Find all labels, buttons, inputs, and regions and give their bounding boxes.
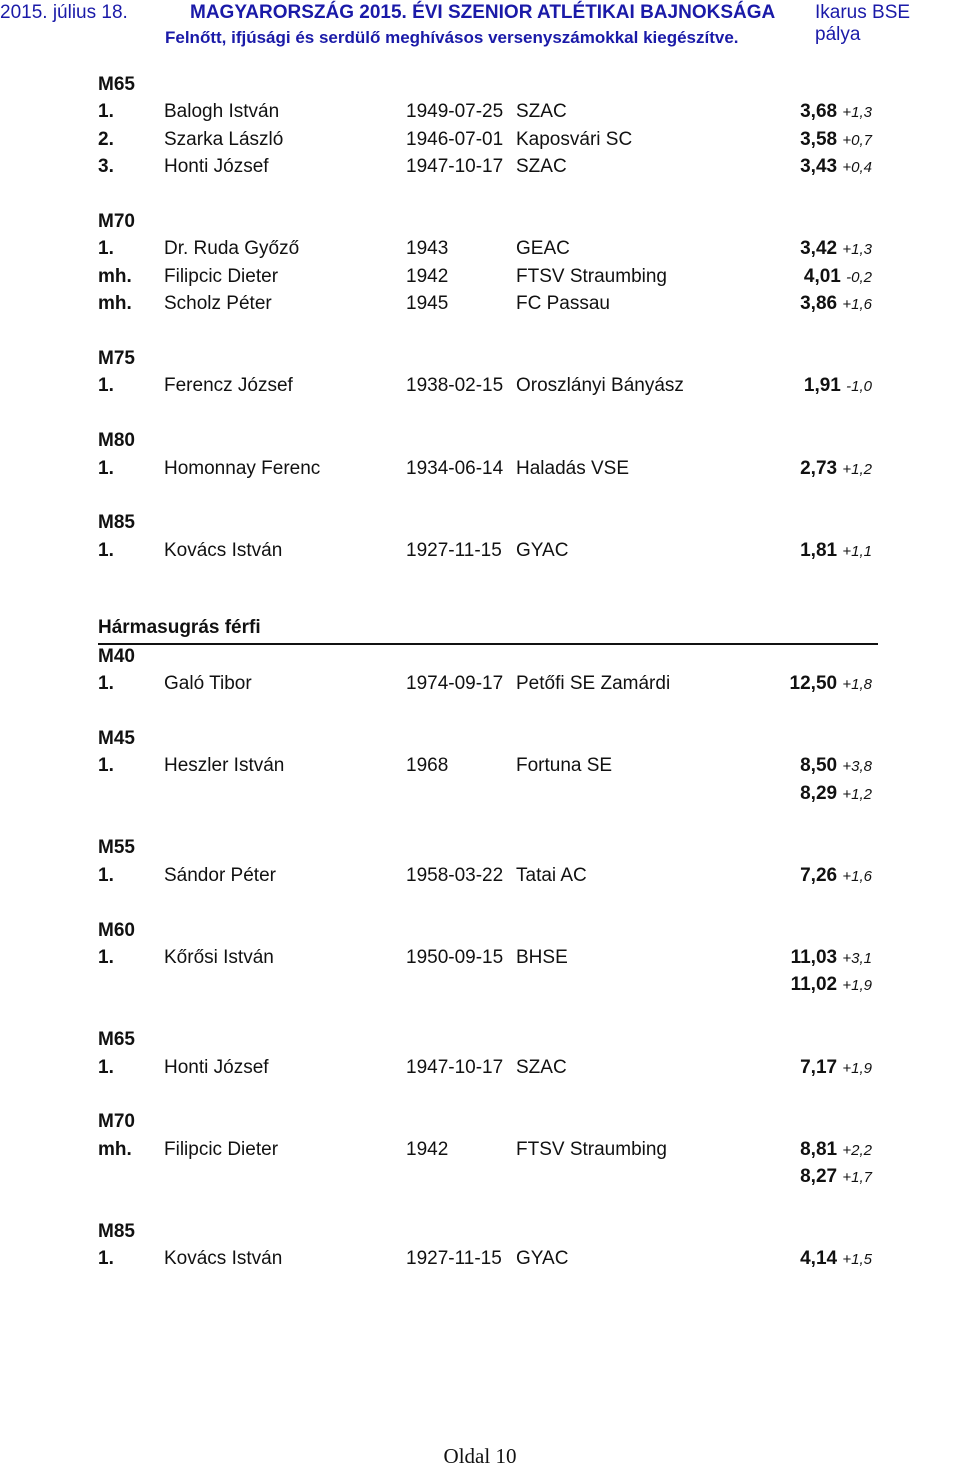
athlete-name: Filipcic Dieter [164,1138,279,1160]
category-label: M40 [98,645,135,667]
club-name: Tatai AC [516,864,587,886]
athlete-name: Heszler István [164,755,285,777]
athlete-name: Honti József [164,1056,269,1078]
athlete-name: Filipcic Dieter [164,265,279,287]
place: 1. [98,947,114,968]
club-name: SZAC [516,101,567,123]
result-row [0,155,960,181]
result-mark: 7,26 [800,864,838,886]
wind-reading: +1,2 [842,460,872,478]
place: 1. [98,238,114,260]
result-mark: 4,01 [803,265,841,287]
result [791,973,872,998]
club-name: GEAC [516,238,570,260]
place: mh. [98,265,132,287]
place: 1. [98,673,114,694]
athlete-name: Kovács István [164,1248,283,1270]
category-label: M80 [98,430,135,452]
result-mark: 8,29 [800,782,838,804]
birth-date: 1947-10-17 [406,1056,504,1078]
result [800,1138,872,1163]
result-row [0,1165,960,1191]
club-name: Petőfi SE Zamárdi [516,673,671,694]
wind-reading: -0,2 [846,268,872,286]
place: 1. [98,864,114,886]
result-mark: 8,50 [800,755,838,777]
birth-date: 1934-06-14 [406,457,504,479]
category-label: M65 [98,74,135,95]
result-mark: 7,17 [800,1056,838,1078]
result [790,672,872,697]
birth-date: 1945 [406,293,449,315]
athlete-name: Scholz Péter [164,293,272,315]
result-row [0,782,960,808]
header-date: 2015. július 18. [0,2,128,23]
result [800,100,872,125]
category-label: M65 [98,1029,135,1051]
wind-reading: +2,2 [842,1141,872,1159]
result-mark: 12,50 [789,673,838,694]
birth-date: 1950-09-15 [406,947,504,968]
result [800,1247,872,1272]
birth-date: 1949-07-25 [406,101,504,123]
athlete-name: Kőrősi István [164,947,274,968]
wind-reading: +0,7 [842,131,872,149]
wind-reading: +1,9 [842,977,872,995]
birth-date: 1943 [406,238,449,260]
birth-date: 1938-02-15 [406,375,504,397]
result-row [0,374,960,400]
header-title: MAGYARORSZÁG 2015. ÉVI SZENIOR ATLÉTIKAI BAJNOKSÁGA [190,2,776,23]
wind-reading: +1,6 [842,867,872,885]
club-name: Fortuna SE [516,755,613,777]
place: 1. [98,1056,114,1078]
birth-date: 1942 [406,265,449,287]
club-name: Oroszlányi Bányász [516,375,684,397]
wind-reading: +3,1 [842,950,872,967]
wind-reading: +1,2 [842,785,872,803]
wind-reading: +3,8 [842,758,872,776]
club-name: SZAC [516,1056,567,1078]
place: 1. [98,457,114,479]
place: 1. [98,101,114,123]
birth-date: 1958-03-22 [406,864,504,886]
birth-date: 1927-11-15 [406,539,502,561]
wind-reading: +1,3 [842,104,872,122]
result-mark: 8,27 [800,1166,838,1188]
club-name: BHSE [516,947,568,968]
place: 1. [98,755,114,777]
result [800,782,872,807]
category-label: M45 [98,727,135,749]
result-mark: 11,03 [790,947,838,968]
header-venue: Ikarus BSE pálya [815,2,911,45]
result [804,374,872,399]
athlete-name: Sándor Péter [164,864,276,886]
club-name: GYAC [516,539,569,561]
place: mh. [98,293,132,315]
club-name: GYAC [516,1248,569,1270]
page-number: Oldal 10 [443,1444,517,1468]
wind-reading: +1,8 [842,676,872,693]
wind-reading: +1,7 [842,1169,872,1187]
wind-reading: +1,9 [842,1059,872,1077]
wind-reading: +1,1 [842,542,872,560]
result-row [0,100,960,126]
result-row [0,1138,960,1164]
result [800,1165,872,1190]
category-label: M75 [98,348,135,369]
result-mark: 3,68 [800,101,838,123]
club-name: FC Passau [516,293,610,315]
club-name: SZAC [516,156,567,178]
birth-date: 1968 [406,755,449,777]
result [804,265,872,290]
result-mark: 2,73 [800,457,838,479]
result-row [0,754,960,780]
category-label: M60 [98,919,135,941]
athlete-name: Szarka László [164,128,284,150]
result-mark: 3,42 [800,238,838,260]
result-mark: 11,02 [790,974,838,996]
category-label: M70 [98,1111,135,1133]
result-row [0,973,960,999]
result [800,128,872,153]
result-row [0,128,960,154]
result [800,457,872,482]
athlete-name: Honti József [164,156,269,178]
result-mark: 1,91 [803,375,841,397]
birth-date: 1974-09-17 [406,673,504,694]
category-label: M85 [98,1221,135,1242]
place: 3. [98,156,114,178]
result-mark: 8,81 [800,1138,838,1160]
event-title: Hármasugrás férfi [98,617,878,645]
athlete-name: Dr. Ruda Győző [164,238,300,260]
club-name: FTSV Straumbing [516,265,667,287]
result-row [0,946,960,972]
category-label: M70 [98,211,135,232]
category-label: M85 [98,512,135,534]
result-mark: 4,14 [800,1248,838,1270]
athlete-name: Galó Tibor [164,673,252,694]
place: mh. [98,1138,132,1160]
birth-date: 1946-07-01 [406,128,504,150]
athlete-name: Balogh István [164,101,280,123]
result-row [0,1056,960,1082]
result-mark: 3,43 [800,156,838,178]
result [800,864,872,889]
result [800,237,872,262]
result [800,155,872,180]
place: 1. [98,539,114,561]
result-row [0,237,960,263]
result-row [0,457,960,483]
club-name: FTSV Straumbing [516,1138,667,1160]
result-mark: 3,86 [800,293,838,315]
birth-date: 1947-10-17 [406,156,504,178]
result [800,539,872,564]
result-row [0,292,960,318]
athlete-name: Kovács István [164,539,283,561]
athlete-name: Ferencz József [164,375,293,397]
athlete-name: Homonnay Ferenc [164,457,321,479]
birth-date: 1927-11-15 [406,1248,502,1270]
club-name: Haladás VSE [516,457,630,479]
result [791,946,872,971]
wind-reading: +1,6 [842,296,872,314]
wind-reading: +0,4 [842,159,872,177]
place: 2. [98,128,114,150]
result-row [0,672,960,698]
wind-reading: +1,3 [842,241,872,259]
result-row [0,539,960,565]
result-row [0,1247,960,1273]
wind-reading: +1,5 [842,1251,872,1269]
birth-date: 1942 [406,1138,449,1160]
result [800,754,872,779]
header-subtitle: Felnőtt, ifjúsági és serdülő meghívásos versenyszámokkal kiegészítve. [165,28,739,47]
club-name: Kaposvári SC [516,128,633,150]
result-row [0,265,960,291]
place: 1. [98,1248,114,1270]
result-mark: 3,58 [800,128,838,150]
result [800,292,872,317]
place: 1. [98,375,114,397]
result [800,1056,872,1081]
wind-reading: -1,0 [846,378,872,396]
result-mark: 1,81 [800,539,838,561]
category-label: M55 [98,837,135,859]
result-row [0,864,960,890]
